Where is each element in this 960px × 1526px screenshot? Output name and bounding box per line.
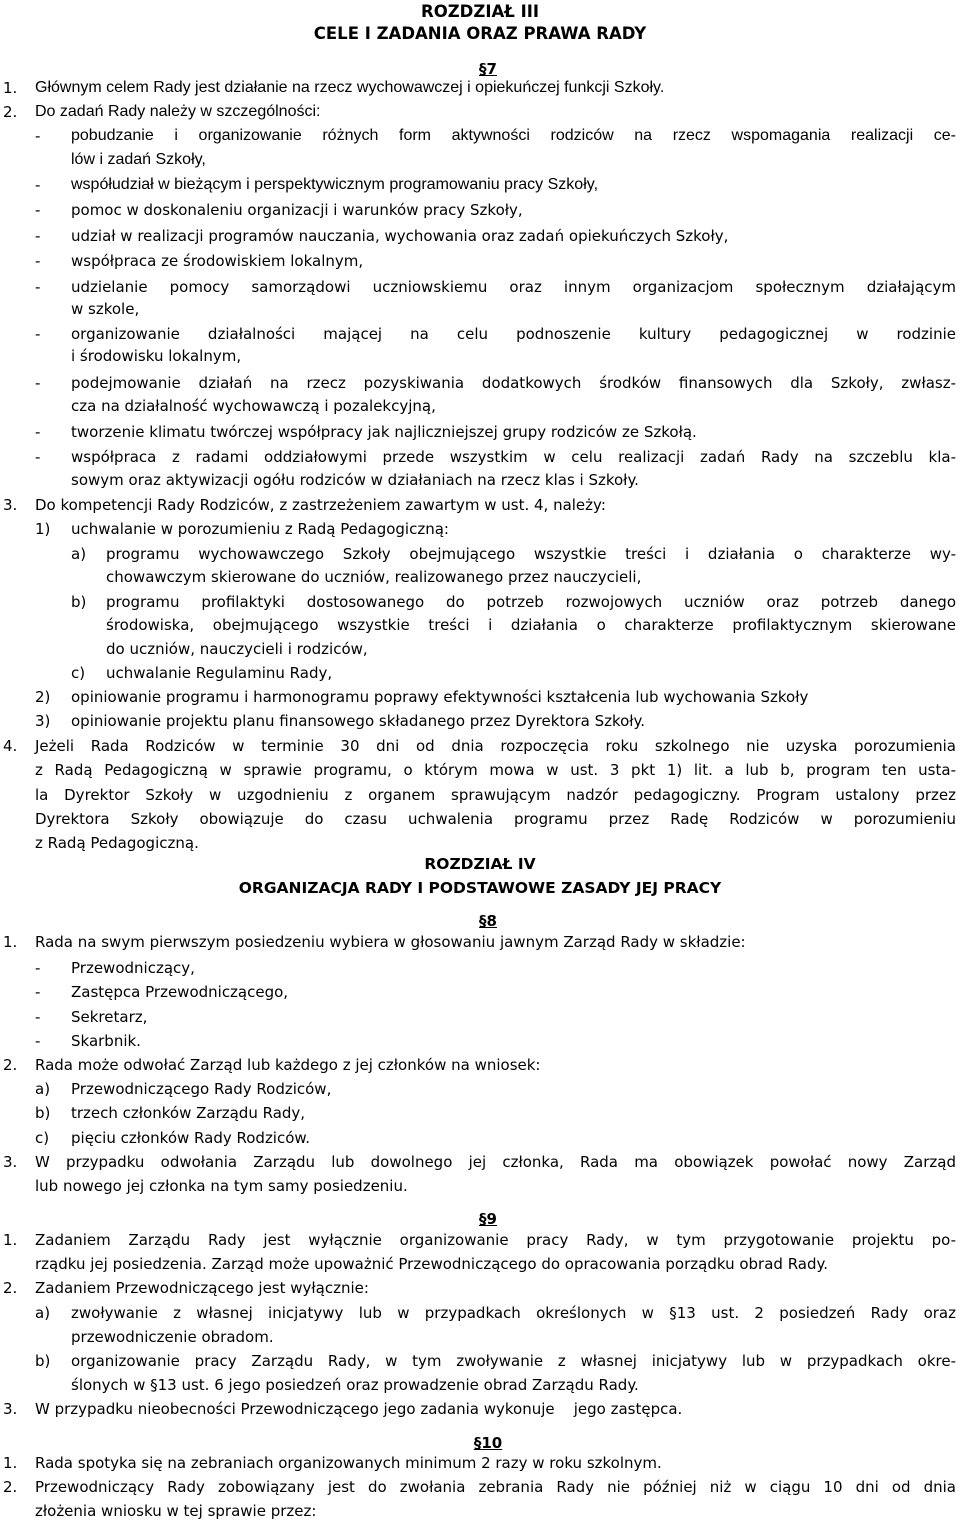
dash: - bbox=[35, 448, 41, 466]
section-heading-10: §10 bbox=[473, 1434, 503, 1452]
point-number: 1) bbox=[35, 520, 51, 538]
dash: - bbox=[35, 959, 41, 977]
sub-point-cont: środowiska, obejmującego wszystkie treści i działania o charakterze profilaktycznym skierowane bbox=[106, 616, 956, 634]
paragraph-cont: złożenia wniosku w tej sprawie przez: bbox=[35, 1502, 317, 1520]
dash: - bbox=[35, 278, 41, 296]
sub-point: organizowanie pracy Zarządu Rady, w tym zwoływanie z własnej inicjatywy lub w przypadkach okre- bbox=[71, 1352, 956, 1370]
paragraph-cont: lub nowego jej członka na tym samy posiedzeniu. bbox=[35, 1177, 408, 1195]
para-number: 1. bbox=[3, 933, 18, 951]
sub-point: uchwalanie Regulaminu Rady, bbox=[106, 664, 333, 682]
list-item-cont: sowym oraz aktywizacji ogółu rodziców w działaniach na rzecz klas i Szkoły. bbox=[71, 471, 639, 489]
letter-marker: a) bbox=[71, 545, 87, 563]
paragraph: Rada na swym pierwszym posiedzeniu wybiera w głosowaniu jawnym Zarząd Rady w składzie: bbox=[35, 933, 746, 951]
section-heading-7: §7 bbox=[479, 60, 497, 78]
letter-marker: b) bbox=[35, 1104, 51, 1122]
list-item: pobudzanie i organizowanie różnych form aktywności rodziców na rzecz wspomagania realizacji ce- bbox=[71, 127, 956, 144]
list-item: Przewodniczącego Rady Rodziców, bbox=[71, 1080, 332, 1098]
sub-point: programu profilaktyki dostosowanego do potrzeb rozwojowych uczniów oraz potrzeb danego bbox=[106, 593, 956, 611]
list-item: Przewodniczący, bbox=[71, 959, 195, 977]
paragraph-cont: rządku jej posiedzenia. Zarząd może upoważnić Przewodniczącego do opracowania porządku obrad Rady. bbox=[35, 1255, 829, 1273]
para-number: 2. bbox=[3, 1279, 18, 1297]
list-item: Sekretarz, bbox=[71, 1008, 148, 1026]
dash: - bbox=[35, 325, 41, 343]
dash: - bbox=[35, 1008, 41, 1026]
sub-point: zwoływanie z własnej inicjatywy lub w przypadkach określonych w §13 ust. 2 posiedzeń Rady oraz bbox=[71, 1304, 956, 1322]
letter-marker: c) bbox=[35, 1129, 50, 1147]
paragraph-cont: z Radą Pedagogiczną. bbox=[35, 834, 199, 852]
list-item: współpraca z radami oddziałowymi przede wszystkim w celu realizacji zadań Rady na szczeblu kla- bbox=[71, 448, 956, 466]
letter-marker: a) bbox=[35, 1304, 51, 1322]
chapter-title: ROZDZIAŁ III bbox=[420, 2, 540, 21]
list-item-cont: lów i zadań Szkoły, bbox=[71, 151, 206, 168]
dash: - bbox=[35, 127, 41, 145]
point: opiniowanie programu i harmonogramu poprawy efektywności kształcenia lub wychowania Szkoły bbox=[71, 688, 809, 706]
paragraph: Do zadań Rady należy w szczególności: bbox=[35, 103, 321, 120]
paragraph: Rada może odwołać Zarząd lub każdego z jej członków na wniosek: bbox=[35, 1056, 541, 1074]
list-item: trzech członków Zarządu Rady, bbox=[71, 1104, 306, 1122]
section-heading-9: §9 bbox=[479, 1210, 497, 1228]
letter-marker: b) bbox=[71, 593, 87, 611]
dash: - bbox=[35, 1032, 41, 1050]
point-number: 2) bbox=[35, 688, 51, 706]
para-number: 2. bbox=[3, 1056, 18, 1074]
para-number: 2. bbox=[3, 1478, 18, 1496]
list-item: współudział w bieżącym i perspektywicznym programowaniu pracy Szkoły, bbox=[71, 176, 599, 193]
dash: - bbox=[35, 227, 41, 245]
list-item-cont: cza na działalność wychowawczą i pozalekcyjną, bbox=[71, 397, 436, 415]
para-number: 3. bbox=[3, 496, 18, 514]
paragraph-cont: la Dyrektor Szkoły w uzgodnieniu z organem sprawującym nadzór pedagogiczny. Program ustalony przez bbox=[35, 786, 956, 804]
list-item: udzielanie pomocy samorządowi uczniowskiemu oraz innym organizacjom społecznym działającym bbox=[71, 278, 956, 296]
chapter-title: ROZDZIAŁ IV bbox=[424, 855, 536, 873]
paragraph: Głównym celem Rady jest działanie na rzecz wychowawczej i opiekuńczej funkcji Szkoły. bbox=[35, 79, 665, 96]
list-item: Skarbnik. bbox=[71, 1032, 141, 1050]
list-item: pomoc w doskonaleniu organizacji i warunków pracy Szkoły, bbox=[71, 201, 523, 219]
sub-point-cont: ślonych w §13 ust. 6 jego posiedzeń oraz prowadzenie obrad Zarządu Rady. bbox=[71, 1376, 639, 1394]
point: opiniowanie projektu planu finansowego składanego przez Dyrektora Szkoły. bbox=[71, 712, 646, 730]
letter-marker: c) bbox=[71, 664, 86, 682]
dash: - bbox=[35, 176, 41, 194]
paragraph: Zadaniem Przewodniczącego jest wyłącznie: bbox=[35, 1279, 369, 1297]
chapter-subtitle: ORGANIZACJA RADY I PODSTAWOWE ZASADY JEJ PRACY bbox=[238, 879, 722, 897]
dash: - bbox=[35, 252, 41, 270]
sub-point-cont: do uczniów, nauczycieli i rodziców, bbox=[106, 640, 368, 658]
para-number: 1. bbox=[3, 79, 18, 97]
paragraph: Do kompetencji Rady Rodziców, z zastrzeżeniem zawartym w ust. 4, należy: bbox=[35, 496, 606, 514]
paragraph: Jeżeli Rada Rodziców w terminie 30 dni od dnia rozpoczęcia roku szkolnego nie uzyska porozumienia bbox=[35, 737, 956, 755]
paragraph: W przypadku odwołania Zarządu lub dowolnego jej członka, Rada ma obowiązek powołać nowy Zarząd bbox=[35, 1153, 956, 1171]
dash: - bbox=[35, 201, 41, 219]
list-item: podejmowanie działań na rzecz pozyskiwania dodatkowych środków finansowych dla Szkoły, zwłasz- bbox=[71, 374, 956, 392]
letter-marker: a) bbox=[35, 1080, 51, 1098]
list-item: udział w realizacji programów nauczania, wychowania oraz zadań opiekuńczych Szkoły, bbox=[71, 227, 729, 245]
section-heading-8: §8 bbox=[479, 912, 497, 930]
para-number: 4. bbox=[3, 737, 18, 755]
paragraph: Przewodniczący Rady zobowiązany jest do zwołania zebrania Rady nie później niż w ciągu 10 dni od dnia bbox=[35, 1478, 956, 1496]
para-number: 2. bbox=[3, 103, 18, 121]
list-item: pięciu członków Rady Rodziców. bbox=[71, 1129, 311, 1147]
paragraph: Rada spotyka się na zebraniach organizowanych minimum 2 razy w roku szkolnym. bbox=[35, 1454, 662, 1472]
list-item: współpraca ze środowiskiem lokalnym, bbox=[71, 252, 364, 270]
chapter-subtitle: CELE I ZADANIA ORAZ PRAWA RADY bbox=[313, 24, 647, 43]
para-number: 3. bbox=[3, 1153, 18, 1171]
dash: - bbox=[35, 374, 41, 392]
paragraph-cont: z Radą Pedagogiczną w sprawie programu, o którym mowa w ust. 3 pkt 1) lit. a lub b, program ten usta- bbox=[35, 761, 956, 779]
list-item: organizowanie działalności mającej na celu podnoszenie kultury pedagogicznej w rodzinie bbox=[71, 325, 956, 343]
paragraph: Zadaniem Zarządu Rady jest wyłącznie organizowanie pracy Rady, w tym przygotowanie projektu po- bbox=[35, 1231, 956, 1249]
sub-point-cont: przewodniczenie obradom. bbox=[71, 1328, 274, 1346]
list-item-cont: w szkole, bbox=[71, 300, 140, 318]
para-number: 1. bbox=[3, 1231, 18, 1249]
list-item-cont: i środowisku lokalnym, bbox=[71, 347, 242, 365]
paragraph: W przypadku nieobecności Przewodniczącego jego zadania wykonuje jego zastępca. bbox=[35, 1400, 683, 1418]
point-number: 3) bbox=[35, 712, 51, 730]
list-item: tworzenie klimatu twórczej współpracy jak najliczniejszej grupy rodziców ze Szkołą. bbox=[71, 423, 697, 441]
dash: - bbox=[35, 423, 41, 441]
para-number: 1. bbox=[3, 1454, 18, 1472]
dash: - bbox=[35, 983, 41, 1001]
paragraph-cont: Dyrektora Szkoły obowiązuje do czasu uchwalenia programu przez Radę Rodziców w porozumieniu bbox=[35, 810, 956, 828]
sub-point: programu wychowawczego Szkoły obejmującego wszystkie treści i działania o charakterze wy- bbox=[106, 545, 956, 563]
letter-marker: b) bbox=[35, 1352, 51, 1370]
sub-point-cont: chowawczym skierowane do uczniów, realizowanego przez nauczycieli, bbox=[106, 568, 642, 586]
list-item: Zastępca Przewodniczącego, bbox=[71, 983, 289, 1001]
point: uchwalanie w porozumieniu z Radą Pedagogiczną: bbox=[71, 520, 449, 538]
para-number: 3. bbox=[3, 1400, 18, 1418]
